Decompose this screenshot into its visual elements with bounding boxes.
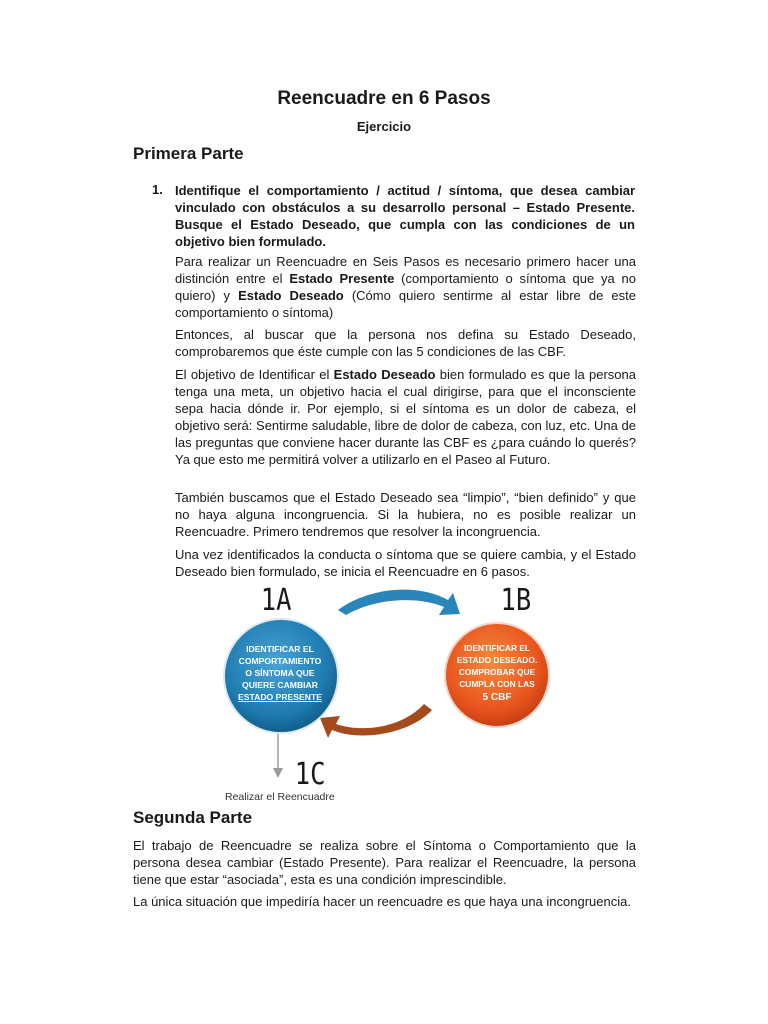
paragraph-cbf: Entonces, al buscar que la persona nos defina su Estado Deseado, comprobaremos que éste cumple con las 5 condiciones de las CBF. (175, 327, 636, 359)
paragraph-incongruencia: La única situación que impediría hacer un reencuadre es que haya una incongruencia. (133, 894, 631, 909)
label-1c: 1C (294, 755, 326, 792)
paragraph-limpio: También buscamos que el Estado Deseado sea “limpio”, “bien definido” y que no haya alguna incongruencia. Si la hubiera, no es posible realizar un Reencuadre. Primero tendremos que resolver la incongruencia. (175, 490, 636, 539)
section-heading-segunda-parte: Segunda Parte (133, 808, 253, 827)
section-heading-primera-parte: Primera Parte (133, 144, 244, 163)
paragraph-objetivo: El objetivo de Identificar el Estado Deseado bien formulado es que la persona tenga una meta, un objetivo hacia el cual dirigirse, para que el inconsciente sepa hacia dónde ir. Por ejemplo, si el síntoma es un dolor de cabeza, el objetivo será: Sentirme saludable, libre de dolor de cabeza, con luz, etc. Una de las preguntas que conviene hacer durante las CBF es ¿para cuándo lo querés? Ya que esto me permitirá volver a utilizarlo en el Paseo al Futuro. (175, 367, 636, 467)
circle-b-line-1: IDENTIFICAR EL (463, 643, 531, 653)
circle-a-line-2: COMPORTAMIENTO (238, 656, 322, 666)
reencuadre-diagram (220, 582, 566, 808)
diagram-caption: Realizar el Reencuadre (225, 791, 335, 803)
list-item-text: Identifique el comportamiento / actitud / síntoma, que desea cambiar vinculado con obstáculos a su desarrollo personal – Estado Presente. Busque el Estado Deseado, que cumpla con las condiciones de un objetivo bien formulado. (175, 183, 635, 249)
label-1a: 1A (260, 582, 292, 618)
paragraph-trabajo: El trabajo de Reencuadre se realiza sobre el Síntoma o Comportamiento que la persona desea cambiar (Estado Presente). Para realizar el Reencuadre, la persona tiene que estar “asociada”, esta es una condición imprescindible. (133, 838, 636, 887)
circle-a-line-5: ESTADO PRESENTE (238, 692, 322, 702)
circle-a-line-3: O SÍNTOMA QUE (245, 668, 315, 678)
paragraph-intro: Para realizar un Reencuadre en Seis Pasos es necesario primero hacer una distinción entre el Estado Presente (comportamiento o síntoma que ya no quiero) y Estado Deseado (Cómo quiero sentirme al estar libre de este comportamiento o síntoma) (175, 254, 637, 320)
document-title: Reencuadre en 6 Pasos (277, 88, 491, 109)
list-item-number: 1. (152, 182, 163, 197)
circle-b-line-2: ESTADO DESEADO. (456, 655, 538, 665)
circle-b-line-5: 5 CBF (482, 692, 512, 703)
circle-b-line-3: COMPROBAR QUE (458, 667, 536, 677)
paragraph-inicio: Una vez identificados la conducta o síntoma que se quiere cambia, y el Estado Deseado bien formulado, se inicia el Reencuadre en 6 pasos. (175, 547, 636, 579)
label-1b: 1B (500, 582, 532, 618)
document-subtitle: Ejercicio (356, 119, 412, 134)
circle-b-line-4: CUMPLA CON LAS (459, 679, 535, 689)
circle-a-line-4: QUIERE CAMBIAR (242, 680, 318, 690)
circle-a-line-1: IDENTIFICAR EL (246, 644, 314, 654)
